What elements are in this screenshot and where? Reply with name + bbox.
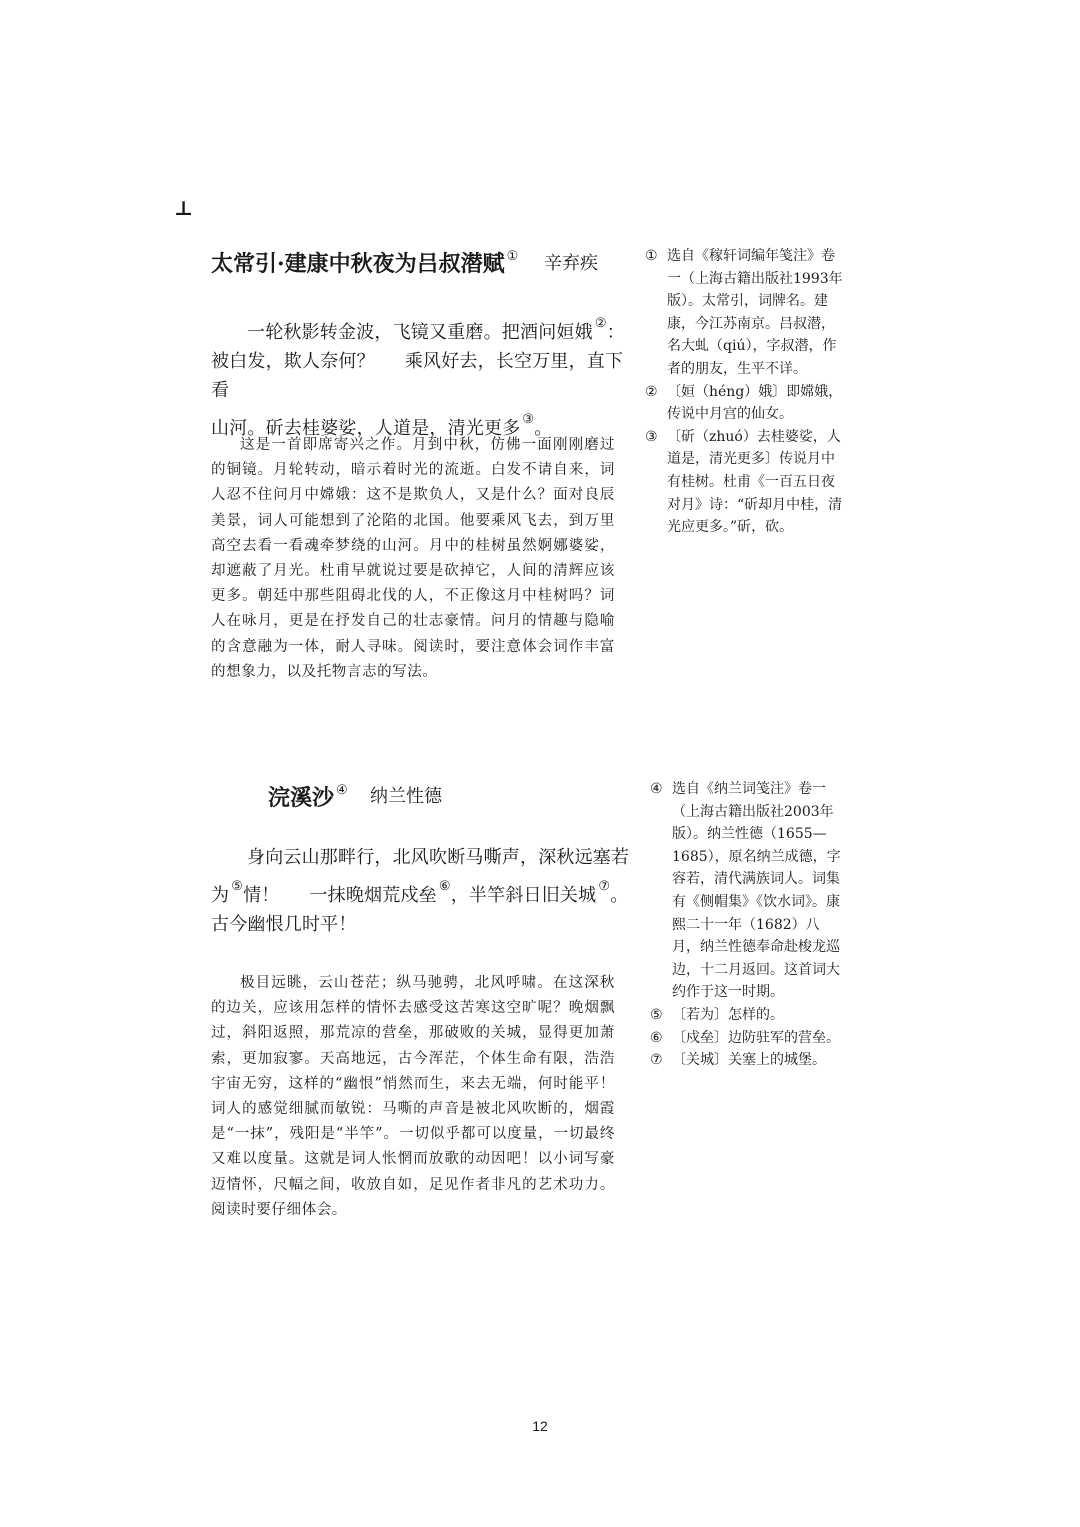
note-item: ① 选自《稼轩词编年笺注》卷一（上海古籍出版社1993年版）。太常引，词牌名。建康，今江苏南京。吕叔潜，名大虬（qiú），字叔潜，作者的朋友，生平不详。 [645,248,843,377]
note-item: ③ 〔斫（zhuó）去桂婆娑，人道是，清光更多〕传说月中有桂树。杜甫《一百五日夜对月》诗：“斫却月中桂，清光应更多。”斫，砍。 [645,428,843,536]
page-number: 12 [532,1418,548,1434]
poem1-author: 辛弃疾 [544,253,598,274]
poem2-title-text: 浣溪沙 [268,785,335,811]
poem2-line: 身向云山那畔行，北风吹断马嘶声，深秋远塞若 [247,847,630,868]
note-item: ⑥ 〔戍垒〕边防驻军的营垒。 [650,1029,840,1046]
poem1-title-footnote: ① [506,249,519,264]
poem1-title [211,242,518,279]
footnote-ref-6: ⑥ [438,879,451,894]
footnote-ref-2: ② [594,316,607,331]
note-item: ② 〔姮（héng）娥〕即嫦娥，传说中月宫的仙女。 [645,383,843,423]
footnote-ref-3: ③ [522,412,535,427]
poem2-title [268,776,348,813]
notes-2 [650,778,846,1072]
poem2-line: 古今幽恨几时平！ [211,914,357,935]
poem1-commentary: 这是一首即席寄兴之作。月到中秋，仿佛一面刚刚磨过的铜镜。月轮转动，暗示着时光的流逝。白发不请自来，词人忍不住问月中嫦娥：这不是欺负人，又是什么？面对良辰美景，词人可能想到了沦陷的北国。他要乘风飞去，到万里高空去看一看魂牵梦绕的山河。月中的桂树虽然婀娜婆娑，却遮蔽了月光。杜甫早就说过要是砍掉它，人间的清辉应该更多。朝廷中那些阻碍北伐的人，不正像这月中桂树吗？词人在咏月，更是在抒发自己的壮志豪情。问月的情趣与隐喻的含意融为一体，耐人寻味。阅读时，要注意体会词作丰富的想象力，以及托物言志的写法。 [211,437,615,680]
poem1-line: 被白发，欺人奈何？ 乘风好去，长空万里，直下看 [211,351,624,401]
poem1-line: 一轮秋影转金波，飞镜又重磨。把酒问姮娥 ②： [247,316,625,343]
footnote-ref-5: ⑤ [231,879,244,894]
notes-1 [645,245,845,539]
corner-mark: ⊥ [174,196,194,220]
note-item: ④ 选自《纳兰词笺注》卷一（上海古籍出版社2003年版）。纳兰性德（1655—1685），原名纳兰成德，字容若，清代满族词人。词集有《侧帽集》《饮水词》。康熙二十一年（1682）八月，纳兰性德奉命赴梭龙巡边，十二月返回。这首词大约作于这一时期。 [650,781,841,1001]
poem2-author: 纳兰性德 [370,786,442,807]
note-item: ⑦ 〔关城〕关塞上的城堡。 [650,1052,826,1069]
poem2-body [211,843,631,939]
poem2-title-footnote: ④ [336,783,348,798]
poem1-line: 山河。斫去桂婆娑，人道是，清光更多 ③。 [211,412,553,439]
poem2-commentary: 极目远眺，云山苍茫；纵马驰骋，北风呼啸。在这深秋的边关，应该用怎样的情怀去感受这苦寒这空旷呢？晚烟飘过，斜阳返照，那荒凉的营垒，那破败的关城，显得更加萧索，更加寂寥。天高地远，古今浑茫，个体生命有限，浩浩宇宙无穷，这样的“幽恨”悄然而生，来去无端，何时能平！词人的感觉细腻而敏锐：马嘶的声音是被北风吹断的，烟霞是“一抹”，残阳是“半竿”。一切似乎都可以度量，一切最终又难以度量。这就是词人怅惘而放歌的动因吧！以小词写豪迈情怀，尺幅之间，收放自如，足见作者非凡的艺术功力。阅读时要仔细体会。 [211,975,615,1218]
poem2-line: 为 ⑤情！ 一抹晚烟荒戍垒 ⑥，半竿斜日旧关城 ⑦。 [211,879,629,906]
poem1-body [211,309,631,443]
note-item: ⑤ 〔若为〕怎样的。 [650,1006,784,1023]
footnote-ref-7: ⑦ [598,879,611,894]
poem1-title-text: 太常引·建康中秋夜为吕叔潜赋 [211,251,505,277]
